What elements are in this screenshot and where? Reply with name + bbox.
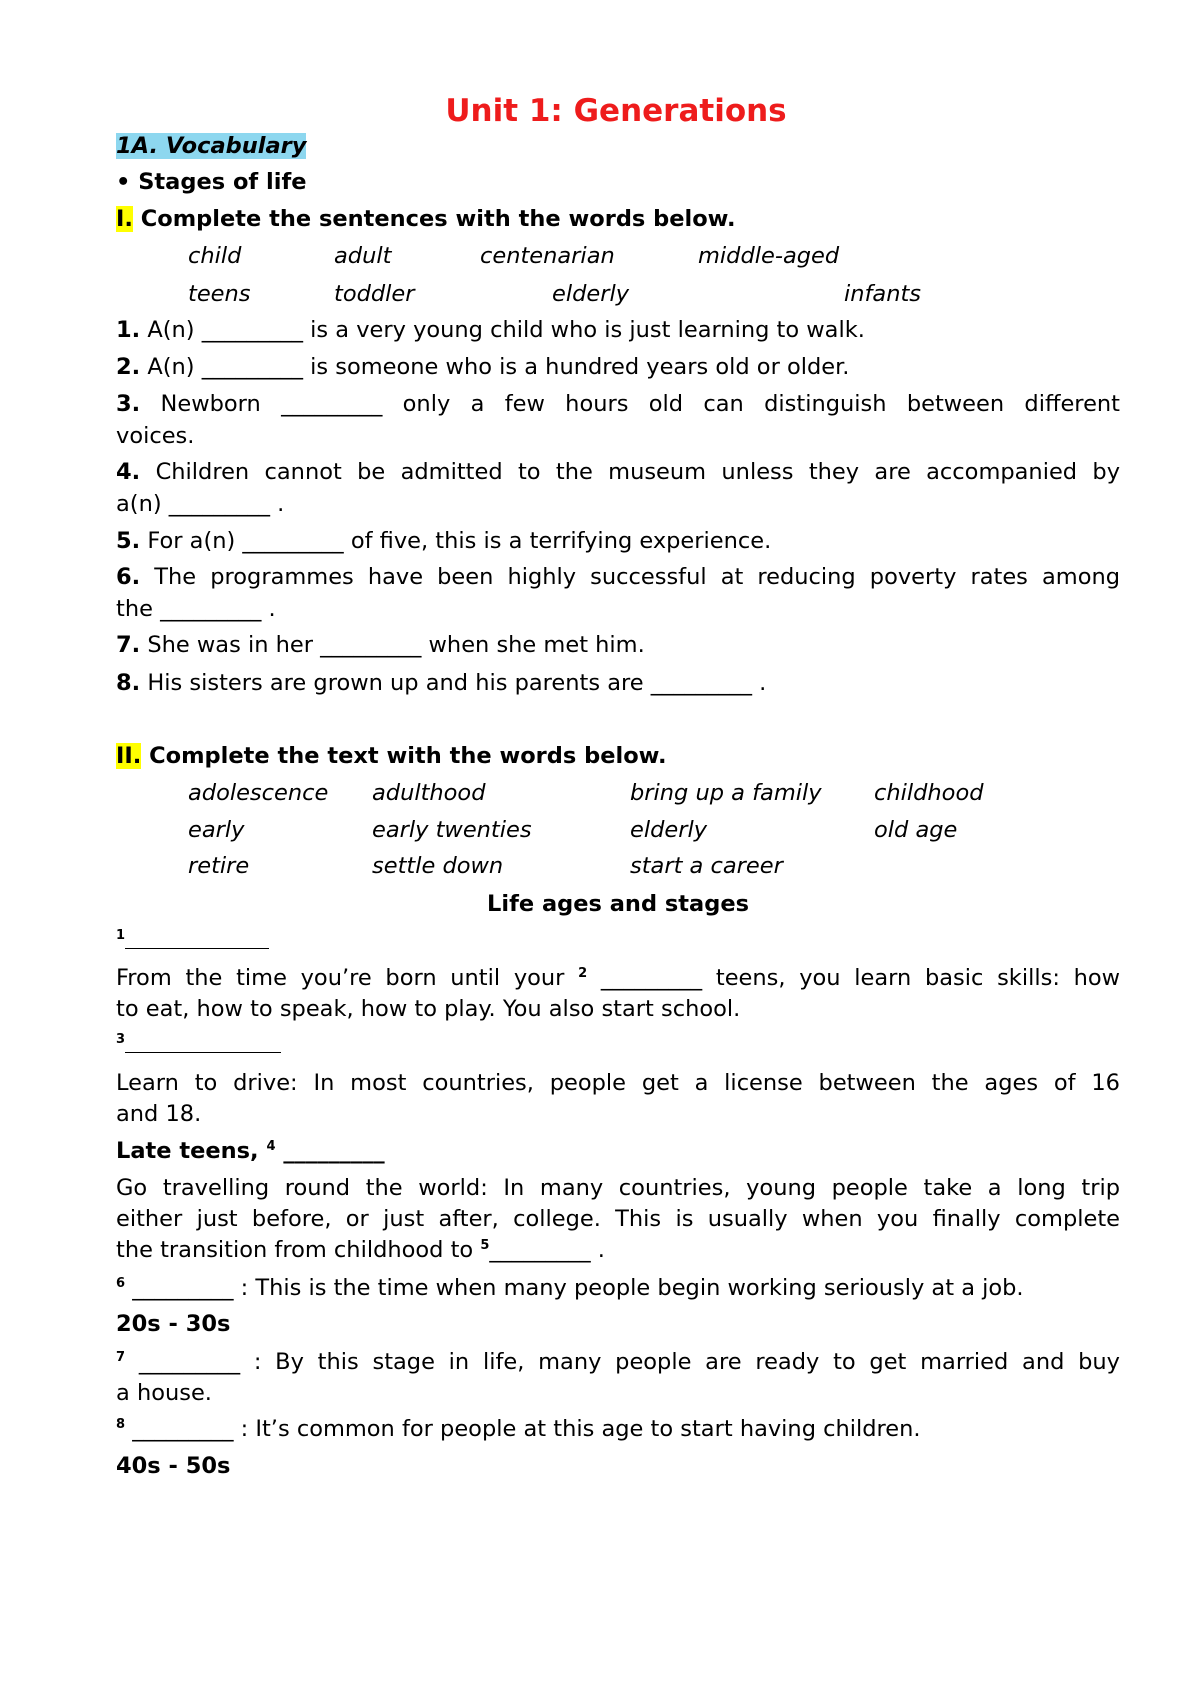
section-label: 1A. Vocabulary (116, 133, 307, 159)
exercise2-heading (116, 742, 667, 770)
paragraph-line: Go travelling round the world: In many countries, young people take a long trip (116, 1175, 1120, 1201)
paragraph-text: _________ : This is the time when many people begin working seriously at a job. (132, 1275, 1024, 1301)
age-label: 40s - 50s (116, 1453, 231, 1479)
answer-blank[interactable] (125, 1032, 281, 1053)
item-text: She was in her _________ when she met him. (147, 632, 645, 658)
word-bank-item: centenarian (480, 243, 615, 269)
paragraph-text: _________ : By this stage in life, many people are ready to get married and buy (138, 1349, 1121, 1375)
gap-number: 2 (578, 966, 588, 981)
paragraph-text: _________ : It’s common for people at this age to start having children. (132, 1416, 921, 1442)
item-text-continued: the _________ . (116, 596, 276, 622)
item-number: 1. (116, 317, 141, 343)
exercise1-item (116, 390, 1120, 418)
text-title: Life ages and stages (487, 891, 749, 917)
gap-number: 1 (116, 928, 126, 943)
item-text: For a(n) _________ of five, this is a terrifying experience. (147, 528, 772, 554)
word-bank-item: bring up a family (630, 780, 822, 806)
exercise1-item (116, 669, 766, 697)
item-text: A(n) (147, 354, 195, 380)
word-bank-item: elderly (630, 817, 708, 843)
exercise1-number: I. (116, 206, 133, 232)
item-number: 8. (116, 670, 141, 696)
exercise1-item (116, 353, 849, 381)
paragraph-line (116, 1236, 605, 1264)
section-label-row (116, 132, 306, 160)
item-number: 5. (116, 528, 141, 554)
paragraph-text: the transition from childhood to (116, 1237, 474, 1263)
word-bank-item: toddler (334, 281, 415, 307)
item-text-continued: voices. (116, 423, 195, 449)
answer-blank[interactable]: _________ (283, 1138, 385, 1164)
paragraph-line: a house. (116, 1380, 212, 1406)
word-bank-item: teens (188, 281, 251, 307)
word-bank-item: early (188, 817, 245, 843)
word-bank-item: settle down (372, 853, 504, 879)
word-bank-item: early twenties (372, 817, 532, 843)
paragraph-line: and 18. (116, 1101, 202, 1127)
word-bank-item: start a career (630, 853, 783, 879)
word-bank-item: retire (188, 853, 250, 879)
age-label: 20s - 30s (116, 1311, 231, 1337)
word-bank-item: old age (874, 817, 958, 843)
gap-number: 6 (116, 1276, 126, 1291)
item-number: 3. (116, 391, 141, 417)
word-bank-item: adult (334, 243, 392, 269)
exercise1-item (116, 316, 865, 344)
item-number: 7. (116, 632, 141, 658)
gap-number: 5 (480, 1238, 490, 1253)
item-number: 4. (116, 459, 141, 485)
item-text: is a very young child who is just learning to walk. (310, 317, 865, 343)
paragraph-line (116, 1415, 921, 1443)
gap-number: 4 (266, 1139, 276, 1154)
exercise1-item (116, 527, 771, 555)
gap-heading-3 (116, 1030, 281, 1058)
exercise1-heading (116, 205, 736, 233)
word-bank-item: middle-aged (698, 243, 840, 269)
paragraph-line (116, 1348, 1120, 1376)
gap-number: 8 (116, 1417, 126, 1432)
word-bank-item: adolescence (188, 780, 329, 806)
gap-number: 3 (116, 1032, 126, 1047)
exercise1-item (116, 458, 1120, 486)
page-title: Unit 1: Generations (445, 93, 787, 129)
item-text: Newborn _________ only a few hours old can distinguish between different (160, 391, 1120, 417)
word-bank-item: infants (844, 281, 922, 307)
paragraph-line (116, 1274, 1024, 1302)
item-text: is someone who is a hundred years old or older. (310, 354, 850, 380)
exercise1-item (116, 631, 645, 659)
answer-blank[interactable] (125, 928, 269, 949)
paragraph-line: either just before, or just after, college. This is usually when you finally complete (116, 1206, 1120, 1232)
word-bank-item: childhood (874, 780, 984, 806)
late-teens-heading (116, 1137, 385, 1165)
item-text: His sisters are grown up and his parents are _________ . (147, 670, 767, 696)
exercise2-number: II. (116, 743, 142, 769)
item-text: The programmes have been highly successful at reducing poverty rates among (154, 564, 1120, 590)
gap-heading-1 (116, 926, 269, 954)
exercise1-item (116, 563, 1120, 591)
paragraph-text: _________ teens, you learn basic skills: how (600, 965, 1121, 991)
bullet-heading: • Stages of life (116, 169, 307, 195)
item-text: Children cannot be admitted to the museum unless they are accompanied by (155, 459, 1121, 485)
paragraph-text: From the time you’re born until your (116, 965, 565, 991)
paragraph-line: Learn to drive: In most countries, people get a license between the ages of 16 (116, 1070, 1120, 1096)
exercise1-instruction: Complete the sentences with the words below. (140, 206, 736, 232)
gap-number: 7 (116, 1350, 126, 1365)
answer-blank[interactable]: _________ . (489, 1237, 605, 1263)
exercise2-instruction: Complete the text with the words below. (149, 743, 667, 769)
item-number: 6. (116, 564, 141, 590)
item-text-continued: a(n) _________ . (116, 491, 285, 517)
stage-label: Late teens, (116, 1138, 259, 1164)
paragraph-line: to eat, how to speak, how to play. You also start school. (116, 996, 741, 1022)
answer-blank[interactable]: _________ (201, 354, 303, 380)
word-bank-item: elderly (552, 281, 630, 307)
paragraph-line (116, 964, 1120, 992)
item-number: 2. (116, 354, 141, 380)
answer-blank[interactable]: _________ (201, 317, 303, 343)
word-bank-item: adulthood (372, 780, 486, 806)
item-text: A(n) (147, 317, 195, 343)
word-bank-item: child (188, 243, 242, 269)
